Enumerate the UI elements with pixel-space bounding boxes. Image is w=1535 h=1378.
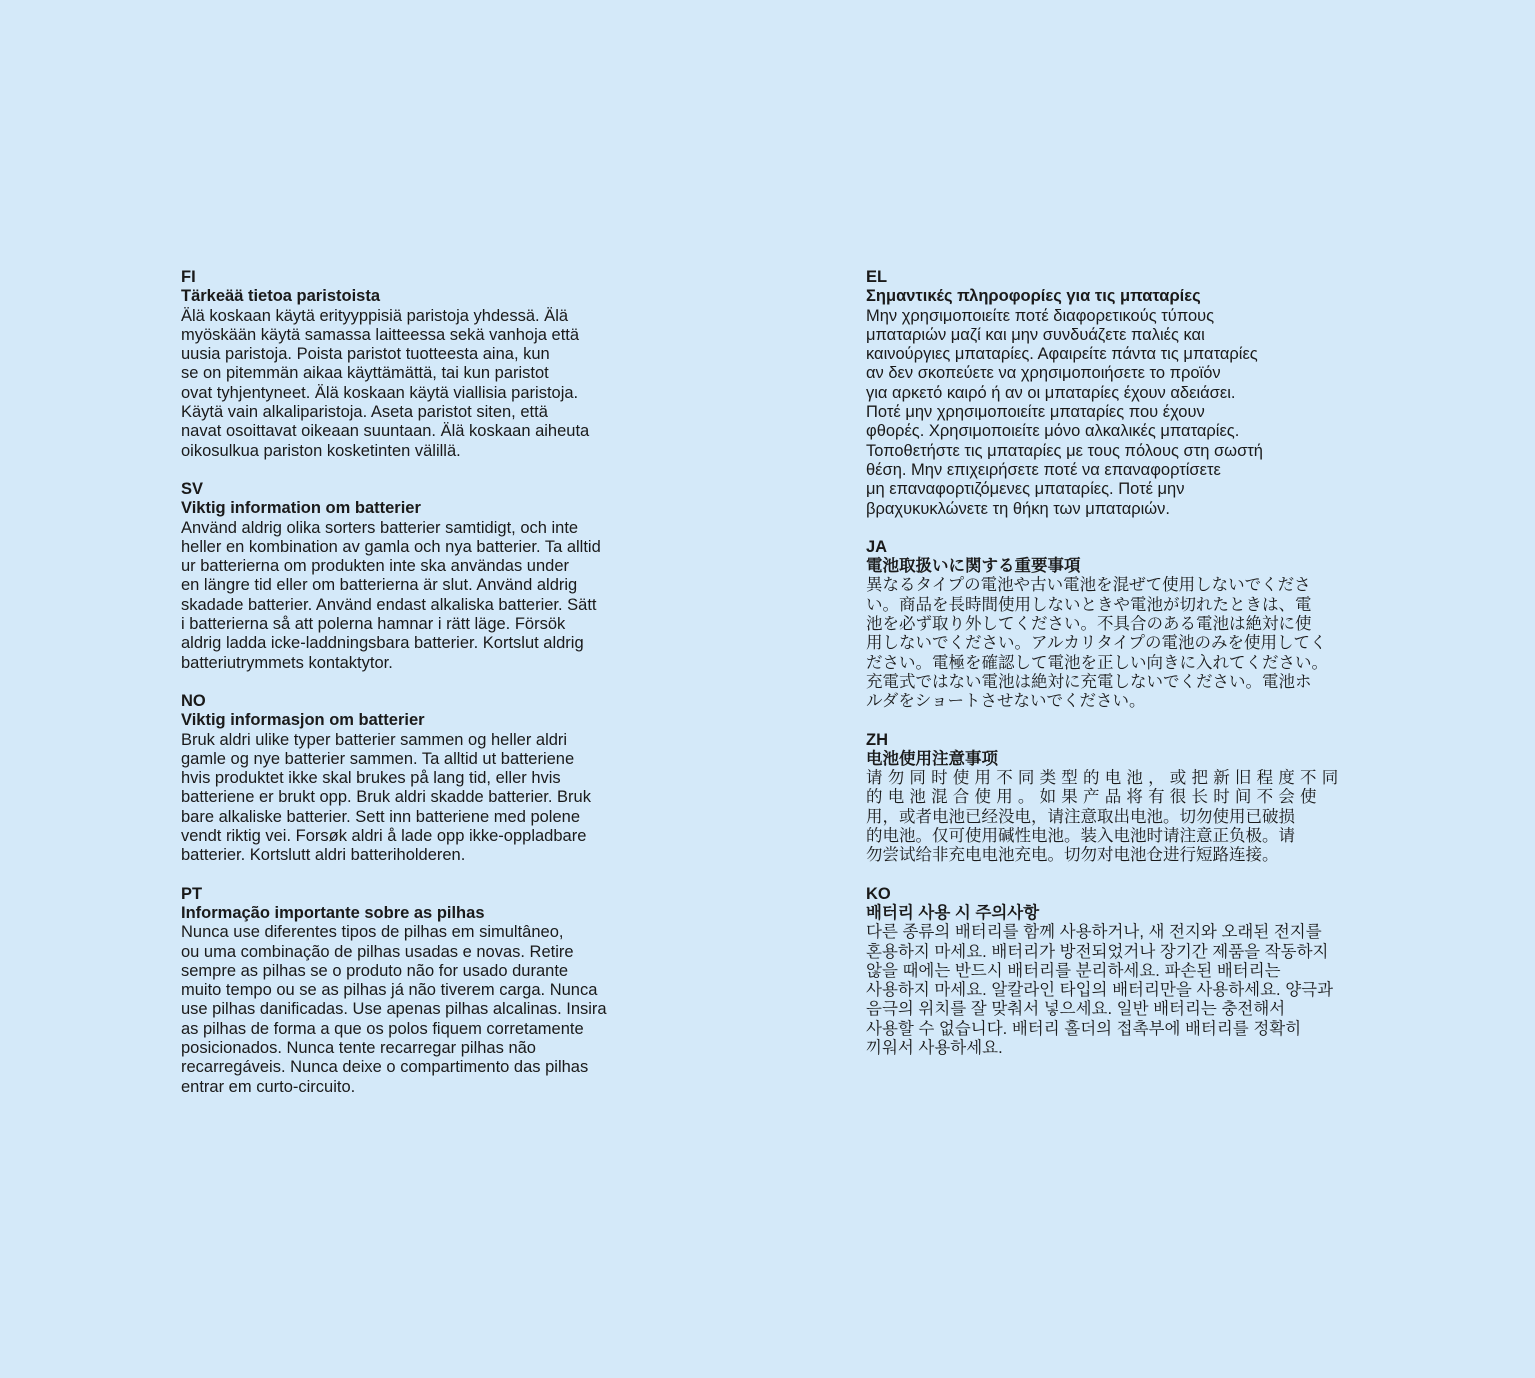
language-code: EL bbox=[866, 268, 888, 286]
body-line: 用，或者电池已经没电，请注意取出电池。切勿使用已破损 bbox=[866, 807, 1295, 826]
body-line: ou uma combinação de pilhas usadas e novas. Retire bbox=[181, 942, 574, 961]
section-title: Informação importante sobre as pilhas bbox=[181, 903, 485, 922]
body-line: se on pitemmän aikaa käyttämättä, tai kun paristot bbox=[181, 364, 549, 383]
body-line: navat osoittavat oikeaan suuntaan. Älä koskaan aiheuta bbox=[181, 422, 590, 441]
body-line: Käytä vain alkaliparistoja. Aseta paristot siten, että bbox=[181, 403, 548, 422]
body-line: uusia paristoja. Poista paristot tuotteesta aina, kun bbox=[181, 345, 550, 364]
body-line: sempre as pilhas se o produto não for usado durante bbox=[181, 961, 569, 980]
body-line: αν δεν σκοπεύετε να χρησιμοποιήσετε το προϊόν bbox=[866, 364, 1221, 383]
section-title: Σημαντικές πληροφορίες για τις μπαταρίες bbox=[866, 287, 1201, 306]
section-fi bbox=[181, 268, 656, 461]
body-line: muito tempo ou se as pilhas já não tiverem carga. Nunca bbox=[181, 981, 598, 1000]
body-line: 음극의 위치를 잘 맞춰서 넣으세요. 일반 배터리는 충전해서 bbox=[866, 1000, 1286, 1019]
language-code: NO bbox=[181, 691, 206, 710]
body-line: Μην χρησιμοποιείτε ποτέ διαφορετικούς τύπους bbox=[866, 306, 1215, 325]
body-line: μη επαναφορτιζόμενες μπαταρίες. Ποτέ μην bbox=[866, 480, 1185, 499]
section-no bbox=[181, 692, 656, 866]
body-line: 사용하지 마세요. 알칼라인 타입의 배터리만을 사용하세요. 양극과 bbox=[866, 981, 1334, 1000]
language-code: KO bbox=[866, 884, 891, 903]
body-line: い。商品を長時間使用しないときや電池が切れたときは、電 bbox=[866, 595, 1312, 614]
section-zh bbox=[866, 730, 1344, 866]
language-code: FI bbox=[181, 268, 196, 286]
body-line: 않을 때에는 반드시 배터리를 분리하세요. 파손된 배터리는 bbox=[866, 961, 1281, 980]
body-line: φθορές. Χρησιμοποιείτε μόνο αλκαλικές μπαταρίες. bbox=[866, 422, 1240, 441]
section-title: 배터리 사용 시 주의사항 bbox=[866, 903, 1040, 922]
body-line: aldrig ladda icke-laddningsbara batterier. Kortslut aldrig bbox=[181, 634, 584, 653]
section-ja bbox=[866, 538, 1341, 712]
body-line: μπαταριών μαζί και μην συνδυάζετε παλιές και bbox=[866, 325, 1205, 344]
body-line: 勿尝试给非充电电池充电。切勿对电池仓进行短路连接。 bbox=[866, 846, 1279, 865]
body-line: 혼용하지 마세요. 배터리가 방전되었거나 장기간 제품을 작동하지 bbox=[866, 942, 1329, 961]
body-line: 다른 종류의 배터리를 함께 사용하거나, 새 전지와 오래된 전지를 bbox=[866, 923, 1322, 942]
body-line: vendt riktig vei. Forsøk aldri å lade opp ikke-oppladbare bbox=[181, 827, 587, 846]
body-line: oikosulkua pariston kosketinten välillä. bbox=[181, 441, 461, 460]
section-title: Viktig informasjon om batterier bbox=[181, 711, 425, 730]
body-line: en längre tid eller om batterierna är slut. Använd aldrig bbox=[181, 576, 578, 595]
language-code: JA bbox=[866, 537, 888, 556]
body-line: Τοποθετήστε τις μπαταρίες με τους πόλους στη σωστή bbox=[866, 441, 1263, 460]
section-title: 電池取扱いに関する重要事項 bbox=[866, 557, 1081, 576]
body-line: ur batterierna om produkten inte ska användas under bbox=[181, 557, 569, 576]
body-line: recarregáveis. Nunca deixe o compartimento das pilhas bbox=[181, 1058, 589, 1077]
body-line: i batterierna så att polerna hamnar i rätt läge. Försök bbox=[181, 615, 566, 634]
body-line: hvis produktet ikke skal brukes på lang tid, eller hvis bbox=[181, 769, 561, 788]
language-code: ZH bbox=[866, 730, 888, 749]
body-line: καινούργιες μπαταρίες. Αφαιρείτε πάντα τις μπαταρίες bbox=[866, 345, 1258, 364]
body-line: 充電式ではない電池は絶対に充電しないでください。電池ホ bbox=[866, 672, 1312, 691]
body-line: skadade batterier. Använd endast alkaliska batterier. Sätt bbox=[181, 595, 597, 614]
body-line: 끼워서 사용하세요. bbox=[866, 1038, 1003, 1057]
section-el bbox=[866, 268, 1341, 519]
body-line: 请勿同时使用不同类型的电池，或把新旧程度不同 bbox=[866, 769, 1344, 788]
body-line: batteriene er brukt opp. Bruk aldri skadde batterier. Bruk bbox=[181, 788, 591, 807]
language-code: PT bbox=[181, 884, 203, 903]
body-line: 池を必ず取り外してください。不具合のある電池は絶対に使 bbox=[866, 615, 1312, 634]
section-title: Tärkeää tietoa paristoista bbox=[181, 287, 380, 306]
body-line: θέση. Μην επιχειρήσετε ποτέ να επαναφορτίσετε bbox=[866, 460, 1221, 479]
body-line: myöskään käytä samassa laitteessa sekä vanhoja että bbox=[181, 325, 580, 344]
body-line: Använd aldrig olika sorters batterier samtidigt, och inte bbox=[181, 518, 579, 537]
body-line: 的电池混合使用。如果产品将有很长时间不会使 bbox=[866, 788, 1322, 807]
body-line: batterier. Kortslutt aldri batteriholderen. bbox=[181, 846, 466, 865]
section-sv bbox=[181, 480, 656, 673]
body-line: Bruk aldri ulike typer batterier sammen og heller aldri bbox=[181, 730, 568, 749]
language-code: SV bbox=[181, 479, 204, 498]
body-line: 사용할 수 없습니다. 배터리 홀더의 접촉부에 배터리를 정확히 bbox=[866, 1019, 1302, 1038]
body-line: για αρκετό καιρό ή αν οι μπαταρίες έχουν αδειάσει. bbox=[866, 383, 1236, 402]
body-line: Ποτέ μην χρησιμοποιείτε μπαταρίες που έχουν bbox=[866, 403, 1205, 422]
body-line: use pilhas danificadas. Use apenas pilhas alcalinas. Insira bbox=[181, 1000, 607, 1019]
body-line: Älä koskaan käytä erityyppisiä paristoja yhdessä. Älä bbox=[181, 306, 569, 325]
body-line: Nunca use diferentes tipos de pilhas em simultâneo, bbox=[181, 923, 564, 942]
body-line: ovat tyhjentyneet. Älä koskaan käytä viallisia paristoja. bbox=[181, 383, 579, 402]
left-column bbox=[181, 268, 656, 1116]
section-title: Viktig information om batterier bbox=[181, 499, 421, 518]
body-line: 用しないでください。アルカリタイプの電池のみを使用してく bbox=[866, 634, 1327, 653]
body-line: gamle og nye batterier sammen. Ta alltid ut batteriene bbox=[181, 749, 575, 768]
section-title: 电池使用注意事项 bbox=[866, 749, 998, 768]
body-line: ださい。電極を確認して電池を正しい向きに入れてください。 bbox=[866, 653, 1328, 672]
section-ko bbox=[866, 885, 1341, 1059]
body-line: bare alkaliske batterier. Sett inn batteriene med polene bbox=[181, 807, 580, 826]
body-line: entrar em curto-circuito. bbox=[181, 1077, 356, 1096]
body-line: 異なるタイプの電池や古い電池を混ぜて使用しないでくださ bbox=[866, 576, 1311, 595]
section-pt bbox=[181, 885, 656, 1097]
body-line: 的电池。仅可使用碱性电池。装入电池时请注意正负极。请 bbox=[866, 827, 1295, 846]
body-line: as pilhas de forma a que os polos fiquem corretamente bbox=[181, 1019, 584, 1038]
right-column bbox=[866, 268, 1344, 1077]
body-line: batteriutrymmets kontaktytor. bbox=[181, 653, 393, 672]
body-line: heller en kombination av gamla och nya batterier. Ta alltid bbox=[181, 537, 601, 556]
body-line: posicionados. Nunca tente recarregar pilhas não bbox=[181, 1038, 536, 1057]
body-line: ルダをショートさせないでください。 bbox=[866, 692, 1146, 711]
body-line: βραχυκυκλώνετε τη θήκη των μπαταριών. bbox=[866, 499, 1171, 518]
